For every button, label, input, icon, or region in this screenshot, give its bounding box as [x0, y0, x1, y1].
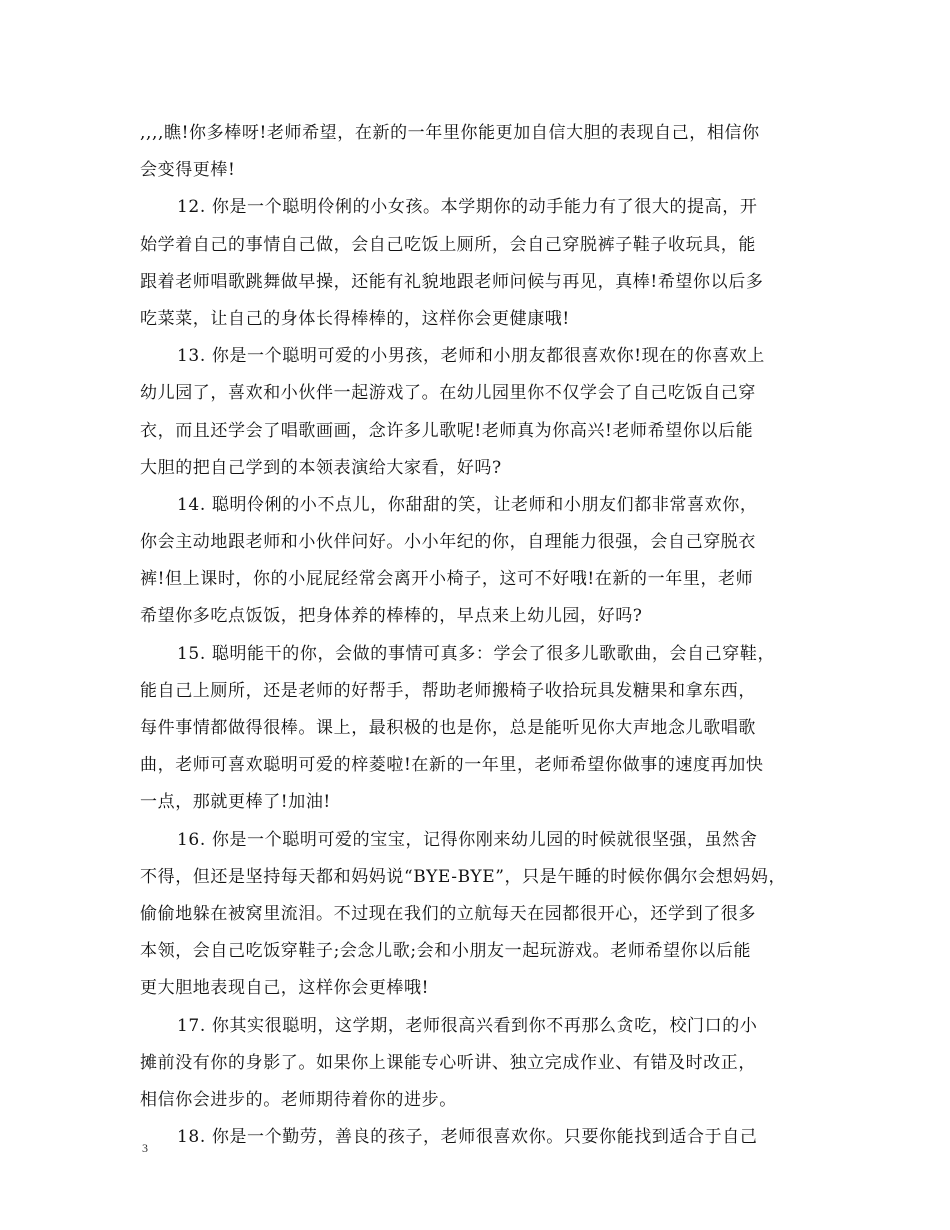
text-line: 衣，而且还学会了唱歌画画，念许多儿歌呢!老师真为你高兴!老师希望你以后能	[140, 420, 754, 441]
document-body	[140, 115, 820, 1156]
text-line: 希望你多吃点饭饭，把身体养的棒棒的，早点来上幼儿园，好吗?	[140, 606, 643, 627]
text-line: 你会主动地跟老师和小伙伴问好。小小年纪的你，自理能力很强，会自己穿脱衣	[140, 532, 756, 553]
text-line: 裤!但上课时，你的小屁屁经常会离开小椅子，这可不好哦!在新的一年里，老师	[140, 569, 754, 590]
paragraph-first-line: 17. 你其实很聪明，这学期，老师很高兴看到你不再那么贪吃，校门口的小	[177, 1015, 758, 1036]
paragraph-first-line: 13. 你是一个聪明可爱的小男孩，老师和小朋友都很喜欢你!现在的你喜欢上	[177, 346, 765, 367]
text-line: 始学着自己的事情自己做，会自己吃饭上厕所，会自己穿脱裤子鞋子收玩具，能	[140, 234, 756, 255]
text-line: 相信你会进步的。老师期待着你的进步。	[140, 1089, 457, 1110]
text-line: 不得，但还是坚持每天都和妈妈说“BYE-BYE”，只是午睡的时候你偶尔会想妈妈，	[140, 866, 787, 887]
paragraph-first-line: 16. 你是一个聪明可爱的宝宝，记得你刚来幼儿园的时候就很坚强，虽然舍	[177, 829, 758, 850]
text-line: 本领，会自己吃饭穿鞋子;会念儿歌;会和小朋友一起玩游戏。老师希望你以后能	[140, 941, 752, 962]
paragraph-first-line: 14. 聪明伶俐的小不点儿，你甜甜的笑，让老师和小朋友们都非常喜欢你，	[177, 494, 758, 515]
text-line: 更大胆地表现自己，这样你会更棒哦!	[140, 978, 430, 999]
text-line: 能自己上厕所，还是老师的好帮手，帮助老师搬椅子收拾玩具发糖果和拿东西，	[140, 680, 756, 701]
text-line: 跟着老师唱歌跳舞做早操，还能有礼貌地跟老师问候与再见，真棒!希望你以后多	[140, 271, 764, 292]
paragraph-first-line: 15. 聪明能干的你，会做的事情可真多：学会了很多儿歌歌曲，会自己穿鞋，	[177, 643, 776, 664]
text-line: 大胆的把自己学到的本领表演给大家看，好吗?	[140, 457, 502, 478]
text-line: 幼儿园了，喜欢和小伙伴一起游戏了。在幼儿园里你不仅学会了自己吃饭自己穿	[140, 383, 756, 404]
text-line: ,,,,瞧!你多棒呀!老师希望，在新的一年里你能更加自信大胆的表现自己，相信你	[140, 123, 760, 143]
text-line: 摊前没有你的身影了。如果你上课能专心听讲、独立完成作业、有错及时改正，	[140, 1052, 756, 1073]
text-line: 一点，那就更棒了!加油!	[140, 792, 331, 813]
text-line: 吃菜菜，让自己的身体长得棒棒的，这样你会更健康哦!	[140, 308, 570, 329]
paragraph-first-line: 12. 你是一个聪明伶俐的小女孩。本学期你的动手能力有了很大的提高，开	[177, 197, 758, 218]
text-line: 会变得更棒!	[140, 160, 236, 181]
paragraph-first-line: 18. 你是一个勤劳，善良的孩子，老师很喜欢你。只要你能找到适合于自己	[177, 1127, 758, 1148]
text-line: 偷偷地躲在被窝里流泪。不过现在我们的立航每天在园都很开心，还学到了很多	[140, 903, 756, 924]
text-line: 每件事情都做得很棒。课上，最积极的也是你，总是能听见你大声地念儿歌唱歌	[140, 718, 756, 738]
page-number: 3	[142, 1141, 148, 1155]
text-line: 曲，老师可喜欢聪明可爱的梓菱啦!在新的一年里，老师希望你做事的速度再加快	[140, 755, 764, 776]
